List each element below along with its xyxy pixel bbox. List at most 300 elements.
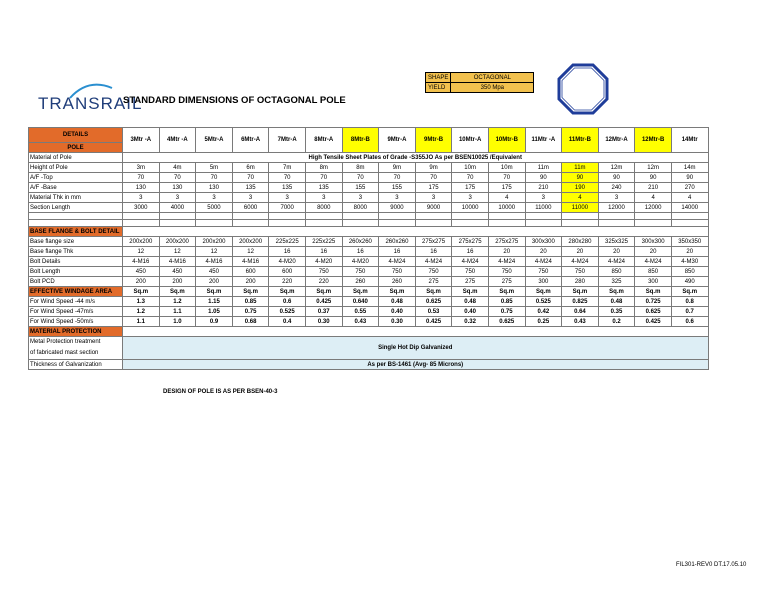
table-cell: 16 [342,247,379,257]
table-cell: 70 [415,173,452,183]
table-cell: 70 [159,173,196,183]
blank-cell [232,213,269,220]
table-cell: 850 [598,267,635,277]
blank-cell [635,220,672,227]
spec-box [425,72,534,93]
table-cell: 3 [159,193,196,203]
blank-cell [123,227,709,237]
company-logo [38,88,143,118]
unit-cell: Sq.m [159,287,196,297]
table-cell: 275x275 [488,237,525,247]
table-cell: 20 [525,247,562,257]
row-label: Bolt PCD [29,277,123,287]
table-cell: 0.525 [269,307,306,317]
table-cell: 70 [269,173,306,183]
table-cell: 4-M24 [562,257,599,267]
table-cell: 260x260 [342,237,379,247]
table-cell: 750 [488,267,525,277]
table-cell: 12000 [635,203,672,213]
material-value: High Tensile Sheet Plates of Grade -S355JO As per BSEN10025 /Equivalent [123,153,709,163]
blank-cell [379,213,416,220]
blank-cell [562,220,599,227]
table-cell: 11m [562,163,599,173]
table-cell: 600 [269,267,306,277]
table-cell: 0.425 [415,317,452,327]
unit-cell: Sq.m [598,287,635,297]
table-row [29,307,709,317]
blank-cell [598,220,635,227]
table-cell: 225x225 [269,237,306,247]
table-cell: 260 [379,277,416,287]
table-cell: 0.6 [269,297,306,307]
table-cell: 4-M16 [159,257,196,267]
table-cell: 750 [452,267,489,277]
table-cell: 0.4 [269,317,306,327]
table-cell: 12m [635,163,672,173]
blank-cell [305,220,342,227]
table-cell: 4-M24 [488,257,525,267]
table-cell: 4-M30 [671,257,708,267]
table-cell: 600 [232,267,269,277]
blank-cell [123,220,160,227]
table-cell: 325 [598,277,635,287]
table-cell: 0.85 [232,297,269,307]
table-cell: 14000 [671,203,708,213]
table-cell: 200x200 [232,237,269,247]
unit-cell: Sq.m [342,287,379,297]
table-cell: 450 [123,267,160,277]
table-cell: 850 [671,267,708,277]
unit-cell: Sq.m [488,287,525,297]
table-cell: 4m [159,163,196,173]
blank-row [29,220,709,227]
blank-cell [415,213,452,220]
table-cell: 20 [562,247,599,257]
table-row [29,360,709,370]
table-cell: 4 [562,193,599,203]
column-header: 7Mtr-A [269,128,306,153]
table-cell: 7000 [269,203,306,213]
table-cell: 0.32 [452,317,489,327]
table-cell: 135 [269,183,306,193]
table-cell: 1.1 [159,307,196,317]
table-cell: 4-M24 [525,257,562,267]
blank-cell [671,213,708,220]
table-cell: 175 [452,183,489,193]
table-cell: 200x200 [159,237,196,247]
table-cell: 70 [232,173,269,183]
table-cell: 7m [269,163,306,173]
table-cell: 0.825 [562,297,599,307]
table-cell: 0.42 [525,307,562,317]
header-row [29,128,709,143]
table-cell: 0.2 [598,317,635,327]
column-header: 3Mtr -A [123,128,160,153]
table-cell: 12m [598,163,635,173]
unit-cell: Sq.m [232,287,269,297]
blank-cell [269,213,306,220]
table-cell: 275 [452,277,489,287]
table-cell: 8000 [342,203,379,213]
row-label-line: Metal Protection treatment [30,339,101,345]
table-cell: 0.43 [562,317,599,327]
table-cell: 4-M24 [635,257,672,267]
section-header-protection: MATERIAL PROTECTION [29,327,123,337]
table-cell: 4000 [159,203,196,213]
table-cell: 3 [525,193,562,203]
column-header: 12Mtr-B [635,128,672,153]
table-cell: 0.75 [232,307,269,317]
table-cell: 8m [342,163,379,173]
unit-cell: Sq.m [379,287,416,297]
table-cell: 1.05 [196,307,233,317]
table-cell: 12 [232,247,269,257]
table-cell: 0.9 [196,317,233,327]
protection-value: Single Hot Dip Galvanized [123,337,709,360]
table-cell: 210 [525,183,562,193]
table-cell: 90 [635,173,672,183]
table-cell: 5m [196,163,233,173]
table-cell: 750 [415,267,452,277]
table-cell: 280 [562,277,599,287]
table-cell: 300 [525,277,562,287]
table-cell: 12 [159,247,196,257]
table-cell: 130 [123,183,160,193]
blank-cell [342,220,379,227]
table-cell: 70 [342,173,379,183]
table-cell: 4 [488,193,525,203]
table-cell: 0.30 [305,317,342,327]
table-cell: 90 [598,173,635,183]
table-cell: 0.625 [635,307,672,317]
table-cell: 200 [232,277,269,287]
table-cell: 190 [562,183,599,193]
blank-cell [525,220,562,227]
table-cell: 6m [232,163,269,173]
table-cell: 4-M16 [123,257,160,267]
section-row [29,227,709,237]
table-cell: 90 [562,173,599,183]
blank-cell [29,213,123,220]
table-cell: 155 [342,183,379,193]
unit-cell: Sq.m [123,287,160,297]
table-cell: 275 [488,277,525,287]
row-label: Thickness of Galvanization [29,360,123,370]
table-row [29,337,709,360]
table-cell: 3 [415,193,452,203]
table-cell: 70 [452,173,489,183]
unit-cell: Sq.m [269,287,306,297]
blank-cell [598,213,635,220]
table-cell: 70 [123,173,160,183]
table-cell: 8000 [305,203,342,213]
table-cell: 70 [488,173,525,183]
table-cell: 90 [671,173,708,183]
blank-cell [452,213,489,220]
table-cell: 175 [488,183,525,193]
table-cell: 4-M20 [305,257,342,267]
row-label: Bolt Length [29,267,123,277]
row-label: For Wind Speed -47m/s [29,307,123,317]
table-cell: 275x275 [415,237,452,247]
column-header: 5Mtr-A [196,128,233,153]
design-note: DESIGN OF POLE IS AS PER BSEN-40-3 [163,389,278,395]
row-label: Bolt Details [29,257,123,267]
table-cell: 4-M24 [598,257,635,267]
shape-value: OCTAGONAL [451,73,534,83]
table-cell: 5000 [196,203,233,213]
table-cell: 3 [123,193,160,203]
table-cell: 90 [525,173,562,183]
table-cell: 220 [305,277,342,287]
table-cell: 200x200 [123,237,160,247]
column-header: 9Mtr-B [415,128,452,153]
table-cell: 1.0 [159,317,196,327]
table-cell: 0.625 [415,297,452,307]
table-row [29,297,709,307]
blank-cell [305,213,342,220]
table-cell: 3m [123,163,160,173]
table-cell: 0.48 [452,297,489,307]
table-row [29,317,709,327]
table-cell: 10000 [488,203,525,213]
row-label [29,337,123,360]
table-cell: 0.53 [415,307,452,317]
row-label: A/F -Top [29,173,123,183]
row-label: Base flange Thk [29,247,123,257]
table-cell: 16 [379,247,416,257]
blank-cell [29,220,123,227]
unit-cell: Sq.m [671,287,708,297]
blank-cell [379,220,416,227]
blank-cell [488,220,525,227]
table-row [29,163,709,173]
row-label: Material Thk in mm [29,193,123,203]
table-cell: 70 [305,173,342,183]
table-cell: 4-M24 [452,257,489,267]
table-cell: 11m [525,163,562,173]
blank-cell [635,213,672,220]
dimensions-table [28,127,709,370]
table-cell: 1.2 [159,297,196,307]
table-cell: 9m [379,163,416,173]
table-cell: 12 [123,247,160,257]
table-cell: 350x350 [671,237,708,247]
table-cell: 750 [305,267,342,277]
row-label-line: of fabricated mast section [30,350,99,356]
table-cell: 155 [379,183,416,193]
table-cell: 220 [269,277,306,287]
table-row [29,173,709,183]
table-cell: 4-M16 [196,257,233,267]
table-cell: 0.43 [342,317,379,327]
table-cell: 175 [415,183,452,193]
table-cell: 3 [379,193,416,203]
table-cell: 850 [635,267,672,277]
table-cell: 750 [562,267,599,277]
column-header: 6Mtr-A [232,128,269,153]
table-cell: 270 [671,183,708,193]
table-cell: 16 [415,247,452,257]
table-cell: 750 [379,267,416,277]
table-cell: 275x275 [452,237,489,247]
table-cell: 0.625 [488,317,525,327]
table-cell: 12000 [598,203,635,213]
section-header-windage: EFFECTIVE WINDAGE AREA [29,287,123,297]
column-header: 12Mtr-A [598,128,635,153]
unit-cell: Sq.m [525,287,562,297]
blank-cell [123,213,160,220]
section-header-base-flange: BASE FLANGE & BOLT DETAIL [29,227,123,237]
table-cell: 1.1 [123,317,160,327]
table-cell: 4 [635,193,672,203]
column-header: 10Mtr-B [488,128,525,153]
unit-cell: Sq.m [635,287,672,297]
table-cell: 0.85 [488,297,525,307]
table-cell: 8m [305,163,342,173]
blank-cell [123,327,709,337]
row-label: Material of Pole [29,153,123,163]
table-row [29,237,709,247]
table-cell: 1.3 [123,297,160,307]
table-cell: 0.30 [379,317,416,327]
blank-cell [232,220,269,227]
table-cell: 20 [488,247,525,257]
table-cell: 135 [305,183,342,193]
table-cell: 0.525 [525,297,562,307]
column-header: 4Mtr -A [159,128,196,153]
table-cell: 20 [598,247,635,257]
table-row [29,183,709,193]
table-cell: 70 [196,173,233,183]
table-cell: 0.6 [671,317,708,327]
column-header: 8Mtr-A [305,128,342,153]
table-cell: 130 [159,183,196,193]
unit-cell: Sq.m [305,287,342,297]
table-cell: 3 [598,193,635,203]
table-cell: 4-M24 [415,257,452,267]
column-header: 11Mtr-B [562,128,599,153]
blank-cell [196,213,233,220]
table-cell: 0.640 [342,297,379,307]
unit-cell: Sq.m [452,287,489,297]
table-cell: 0.25 [525,317,562,327]
table-cell: 4-M20 [342,257,379,267]
table-cell: 200 [123,277,160,287]
table-cell: 3000 [123,203,160,213]
blank-cell [525,213,562,220]
table-cell: 12 [196,247,233,257]
section-row [29,327,709,337]
table-cell: 260x260 [379,237,416,247]
table-cell: 0.8 [671,297,708,307]
table-cell: 200 [196,277,233,287]
table-cell: 0.425 [635,317,672,327]
table-row [29,153,709,163]
row-label: For Wind Speed -50m/s [29,317,123,327]
blank-cell [269,220,306,227]
section-row [29,287,709,297]
table-cell: 0.37 [305,307,342,317]
table-cell: 1.15 [196,297,233,307]
blank-cell [342,213,379,220]
table-cell: 240 [598,183,635,193]
table-cell: 10m [488,163,525,173]
logo-text: TRANSRAIL [38,94,143,113]
table-cell: 70 [379,173,416,183]
table-cell: 490 [671,277,708,287]
column-header: 11Mtr -A [525,128,562,153]
table-cell: 10000 [452,203,489,213]
blank-cell [671,220,708,227]
column-header: 14Mtr [671,128,708,153]
table-cell: 750 [342,267,379,277]
blank-cell [488,213,525,220]
table-cell: 3 [269,193,306,203]
unit-cell: Sq.m [196,287,233,297]
table-cell: 0.64 [562,307,599,317]
table-cell: 750 [525,267,562,277]
table-cell: 0.48 [598,297,635,307]
table-cell: 0.68 [232,317,269,327]
table-cell: 4 [671,193,708,203]
row-label: A/F -Base [29,183,123,193]
table-cell: 0.7 [671,307,708,317]
table-cell: 0.425 [305,297,342,307]
column-header: 10Mtr-A [452,128,489,153]
table-cell: 300x300 [635,237,672,247]
table-cell: 4-M16 [232,257,269,267]
table-row [29,267,709,277]
table-cell: 16 [452,247,489,257]
page-title: STANDARD DIMENSIONS OF OCTAGONAL POLE [123,95,346,106]
blank-cell [452,220,489,227]
row-label: Height of Pole [29,163,123,173]
document-reference: FIL301-REV0 DT.17.05.10 [676,562,747,568]
table-cell: 1.2 [123,307,160,317]
galvanization-value: As per BS-1461 (Avg- 85 Microns) [123,360,709,370]
table-cell: 9m [415,163,452,173]
table-cell: 300 [635,277,672,287]
table-cell: 200 [159,277,196,287]
blank-row [29,213,709,220]
table-cell: 210 [635,183,672,193]
table-cell: 20 [671,247,708,257]
table-cell: 9000 [415,203,452,213]
table-cell: 0.48 [379,297,416,307]
table-cell: 3 [305,193,342,203]
table-cell: 10m [452,163,489,173]
yield-label: YIELD [426,83,451,93]
details-header: DETAILS [29,128,123,143]
table-cell: 325x325 [598,237,635,247]
column-header: 8Mtr-B [342,128,379,153]
yield-value: 350 Mpa [451,83,534,93]
row-label: For Wind Speed -44 m/s [29,297,123,307]
table-cell: 0.40 [379,307,416,317]
column-header: 9Mtr-A [379,128,416,153]
unit-cell: Sq.m [415,287,452,297]
pole-header: POLE [29,143,123,153]
unit-cell: Sq.m [562,287,599,297]
table-cell: 135 [232,183,269,193]
table-cell: 3 [452,193,489,203]
table-cell: 0.35 [598,307,635,317]
octagon-shape-icon [557,63,609,115]
table-cell: 275 [415,277,452,287]
table-cell: 200x200 [196,237,233,247]
table-cell: 450 [159,267,196,277]
